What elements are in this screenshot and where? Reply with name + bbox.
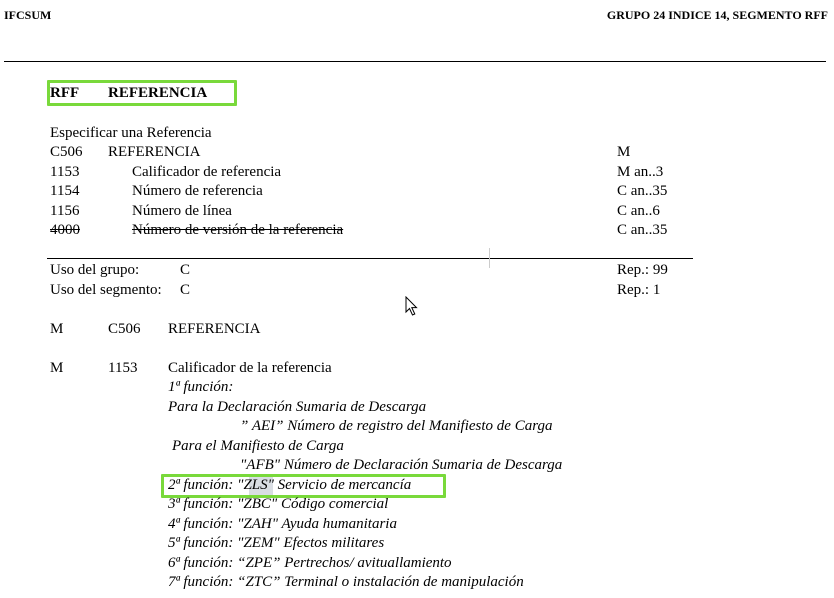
detail-composite-status: M xyxy=(50,321,64,337)
note-declaracion-sumaria: Para la Declaración Sumaria de Descarga xyxy=(168,399,427,415)
function-2-suffix: " Servicio de mercancía xyxy=(267,477,412,493)
function-4-note: 4ª función: "ZAH" Ayuda humanitaria xyxy=(168,516,397,532)
zls-code-text: ZLS xyxy=(243,477,268,493)
function-1-heading: 1ª función: xyxy=(168,379,234,395)
code-aei-note: ” AEI” Número de registro del Manifiesto de Carga xyxy=(240,418,553,434)
detail-composite-name: REFERENCIA xyxy=(168,321,261,337)
element-name-deleted: Número de versión de la referencia xyxy=(132,222,344,238)
function-6-note: 6ª función: “ZPE” Pertrechos/ avituallamiento xyxy=(168,555,452,571)
composite-code: C506 xyxy=(50,144,83,160)
detail-element-name: Calificador de la referencia xyxy=(168,360,332,376)
element-format: C an..35 xyxy=(617,222,668,238)
element-name: Número de referencia xyxy=(132,183,263,199)
segment-usage-value: C xyxy=(180,282,191,298)
element-code: 1154 xyxy=(50,183,80,199)
detail-element-status: M xyxy=(50,360,64,376)
document-section-title: GRUPO 24 INDICE 14, SEGMENTO RFF xyxy=(606,8,828,22)
group-repetition: Rep.: 99 xyxy=(617,262,668,278)
element-format: M an..3 xyxy=(617,164,664,180)
element-code: 1156 xyxy=(50,203,80,219)
document-code: IFCSUM xyxy=(4,8,52,22)
element-format: C an..35 xyxy=(617,183,668,199)
detail-composite-code: C506 xyxy=(108,321,141,337)
zls-code xyxy=(243,477,267,493)
segment-description: Especificar una Referencia xyxy=(50,125,212,141)
function-2-prefix: 2ª función: " xyxy=(168,477,244,493)
segment-name: REFERENCIA xyxy=(108,85,208,101)
function-3-note: 3ª función: "ZBC" Código comercial xyxy=(168,496,389,512)
usage-divider xyxy=(47,258,693,259)
element-name: Calificador de referencia xyxy=(132,164,282,180)
code-afb-note: "AFB" Número de Declaración Sumaria de Descarga xyxy=(240,457,563,473)
element-code-deleted: 4000 xyxy=(50,222,80,238)
segment-repetition: Rep.: 1 xyxy=(617,282,661,298)
function-2-note xyxy=(168,476,411,494)
mouse-pointer-icon xyxy=(405,296,419,316)
segment-tag: RFF xyxy=(50,85,80,101)
note-manifiesto-carga: Para el Manifiesto de Carga xyxy=(172,438,344,454)
function-7-note: 7ª función: “ZTC” Terminal o instalación de manipulación xyxy=(168,574,524,590)
group-usage-value: C xyxy=(180,262,191,278)
function-5-note: 5ª función: "ZEM" Efectos militares xyxy=(168,535,385,551)
detail-element-code: 1153 xyxy=(108,360,138,376)
element-format: C an..6 xyxy=(617,203,660,219)
composite-name: REFERENCIA xyxy=(108,144,201,160)
element-name: Número de línea xyxy=(132,203,232,219)
composite-status: M xyxy=(617,144,631,160)
header-divider xyxy=(4,61,826,62)
table-column-line xyxy=(489,248,490,268)
group-usage-label: Uso del grupo: xyxy=(50,262,140,278)
segment-usage-label: Uso del segmento: xyxy=(50,282,162,298)
element-code: 1153 xyxy=(50,164,80,180)
